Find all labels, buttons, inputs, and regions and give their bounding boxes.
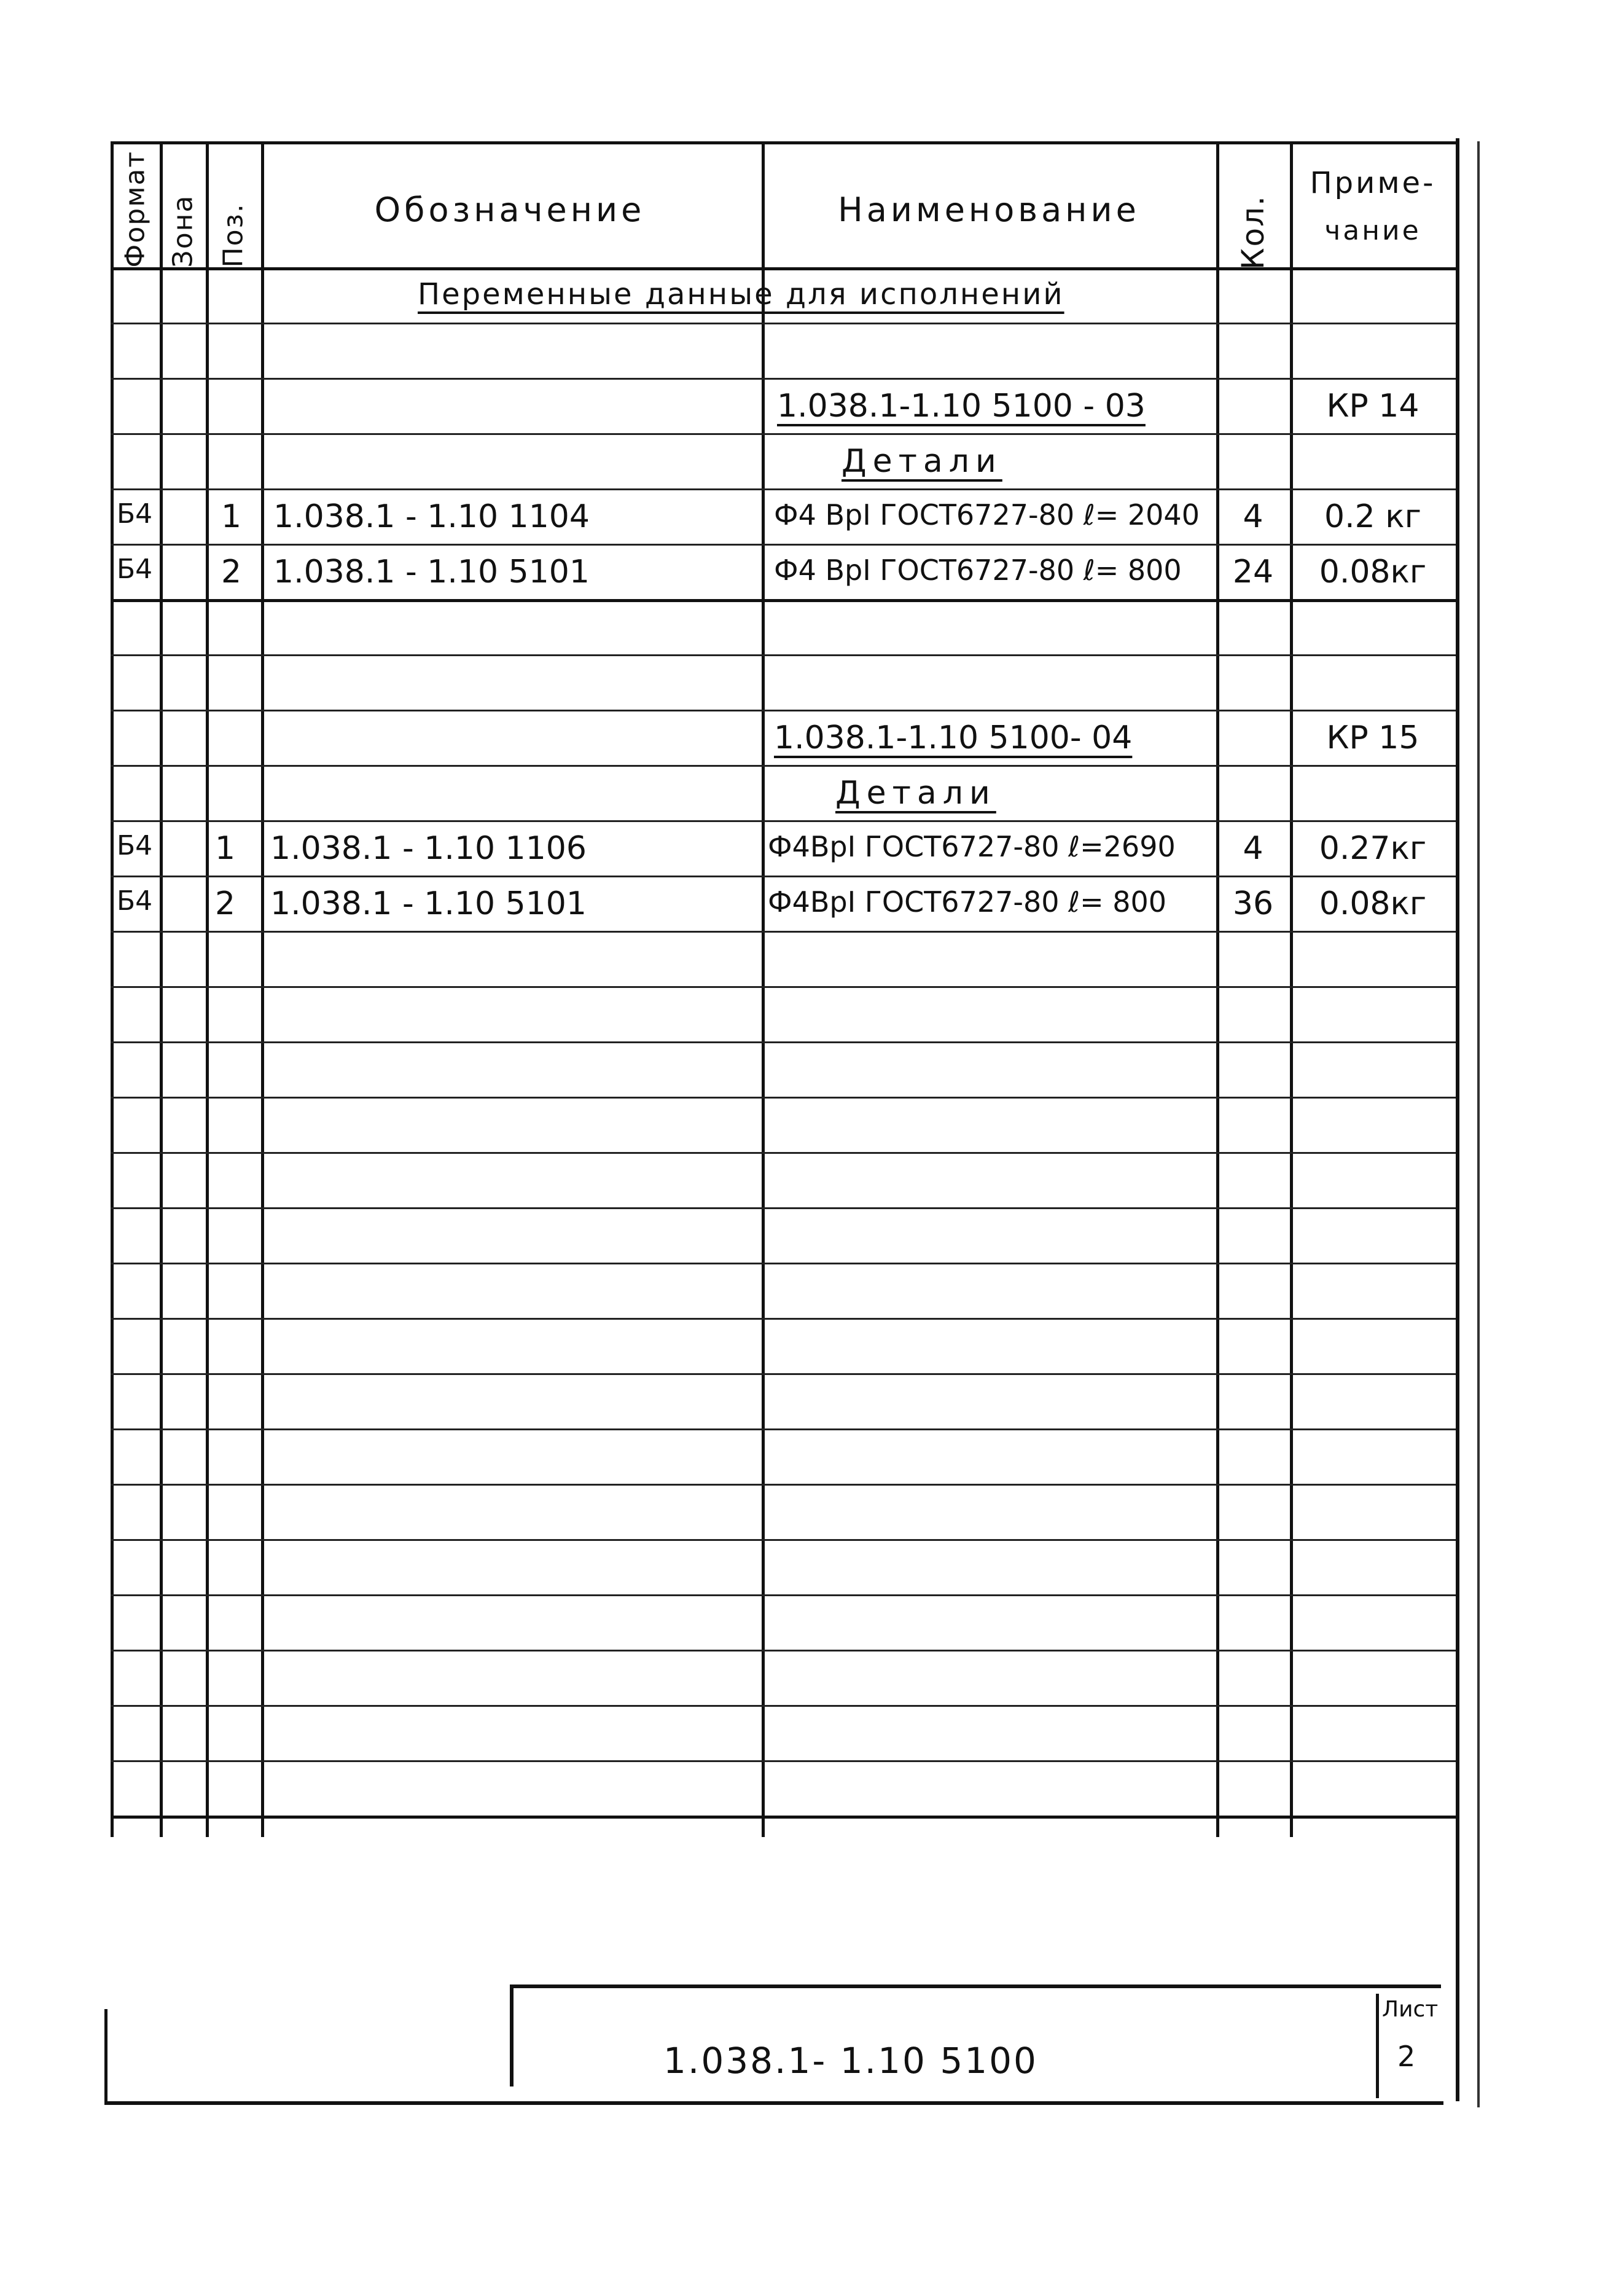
- row-border: [111, 599, 1456, 602]
- row-note: 0.27кг: [1319, 830, 1427, 867]
- row-format: Б4: [117, 554, 153, 585]
- frame-left-stub: [104, 2009, 107, 2101]
- row-format: Б4: [117, 885, 153, 917]
- frame-right-border: [1456, 138, 1459, 2101]
- row-name: Ф4ВрI ГОСТ6727-80 ℓ= 800: [768, 885, 1167, 919]
- group-code: 1.038.1-1.10 5100- 04: [774, 719, 1133, 756]
- frame-bottom-border: [104, 2101, 1443, 2105]
- row-border: [111, 1760, 1456, 1762]
- col-border: [261, 141, 264, 1837]
- header-note-line1: Приме-: [1310, 166, 1436, 200]
- group-note: КР 15: [1326, 719, 1420, 756]
- row-note: 0.2 кг: [1324, 498, 1421, 535]
- section-title: Переменные данные для исполнений: [418, 277, 1064, 311]
- row-border: [111, 1097, 1456, 1099]
- row-border: [111, 1484, 1456, 1486]
- row-border: [111, 378, 1456, 380]
- row-designation: 1.038.1 - 1.10 5101: [273, 554, 590, 590]
- sheet-number: 2: [1397, 2040, 1416, 2073]
- group-subtitle: Детали: [835, 775, 996, 812]
- row-border: [111, 1816, 1456, 1819]
- header-name: Наименование: [838, 190, 1140, 229]
- row-pos: 2: [221, 554, 242, 590]
- header-pos: Поз.: [217, 203, 249, 268]
- row-designation: 1.038.1 - 1.10 1104: [273, 498, 590, 535]
- row-border: [111, 323, 1456, 324]
- row-format: Б4: [117, 498, 153, 530]
- specification-table: [111, 141, 1456, 1837]
- row-border: [111, 544, 1456, 546]
- row-border: [111, 986, 1456, 988]
- document-code: 1.038.1- 1.10 5100: [663, 2040, 1038, 2082]
- row-qty: 4: [1243, 830, 1263, 867]
- row-border: [111, 710, 1456, 711]
- group-subtitle: Детали: [842, 443, 1002, 480]
- row-name: Ф4ВрI ГОСТ6727-80 ℓ=2690: [768, 830, 1176, 863]
- row-qty: 4: [1243, 498, 1263, 535]
- row-name: Ф4 ВрI ГОСТ6727-80 ℓ= 800: [774, 554, 1182, 587]
- group-code: 1.038.1-1.10 5100 - 03: [777, 388, 1146, 425]
- row-border: [111, 1041, 1456, 1043]
- row-format: Б4: [117, 830, 153, 861]
- row-border: [111, 654, 1456, 656]
- row-border: [111, 765, 1456, 767]
- row-pos: 1: [215, 830, 236, 867]
- row-border: [111, 1152, 1456, 1154]
- row-qty: 24: [1232, 554, 1274, 590]
- row-note: 0.08кг: [1319, 885, 1427, 922]
- col-border: [762, 141, 765, 1837]
- row-pos: 1: [221, 498, 242, 535]
- col-border: [160, 141, 163, 1837]
- row-border: [111, 820, 1456, 822]
- row-border: [111, 1428, 1456, 1430]
- row-border: [111, 1373, 1456, 1375]
- row-border: [111, 1318, 1456, 1320]
- row-border: [111, 1705, 1456, 1707]
- row-designation: 1.038.1 - 1.10 5101: [270, 885, 587, 922]
- row-border: [111, 488, 1456, 490]
- frame-outer-border: [1477, 141, 1480, 2107]
- row-designation: 1.038.1 - 1.10 1106: [270, 830, 587, 867]
- row-border: [111, 141, 1456, 144]
- row-border: [111, 1594, 1456, 1596]
- col-border: [206, 141, 209, 1837]
- row-border: [111, 1207, 1456, 1209]
- row-border: [111, 876, 1456, 877]
- col-border: [111, 141, 114, 1837]
- row-pos: 2: [215, 885, 236, 922]
- header-note-line2: чание: [1324, 215, 1421, 246]
- row-border: [111, 1539, 1456, 1541]
- header-format: Формат: [119, 150, 151, 268]
- sheet-label: Лист: [1382, 1997, 1439, 2022]
- row-name: Ф4 ВрI ГОСТ6727-80 ℓ= 2040: [774, 498, 1200, 531]
- row-border: [111, 931, 1456, 933]
- row-border: [111, 1650, 1456, 1651]
- header-designation: Обозначение: [374, 190, 646, 229]
- group-note: КР 14: [1326, 388, 1420, 425]
- header-qty: Кол.: [1235, 195, 1271, 270]
- row-border: [111, 433, 1456, 435]
- row-qty: 36: [1232, 885, 1274, 922]
- col-border: [1216, 141, 1219, 1837]
- header-zone: Зона: [167, 194, 199, 268]
- row-border: [111, 1263, 1456, 1264]
- row-note: 0.08кг: [1319, 554, 1427, 590]
